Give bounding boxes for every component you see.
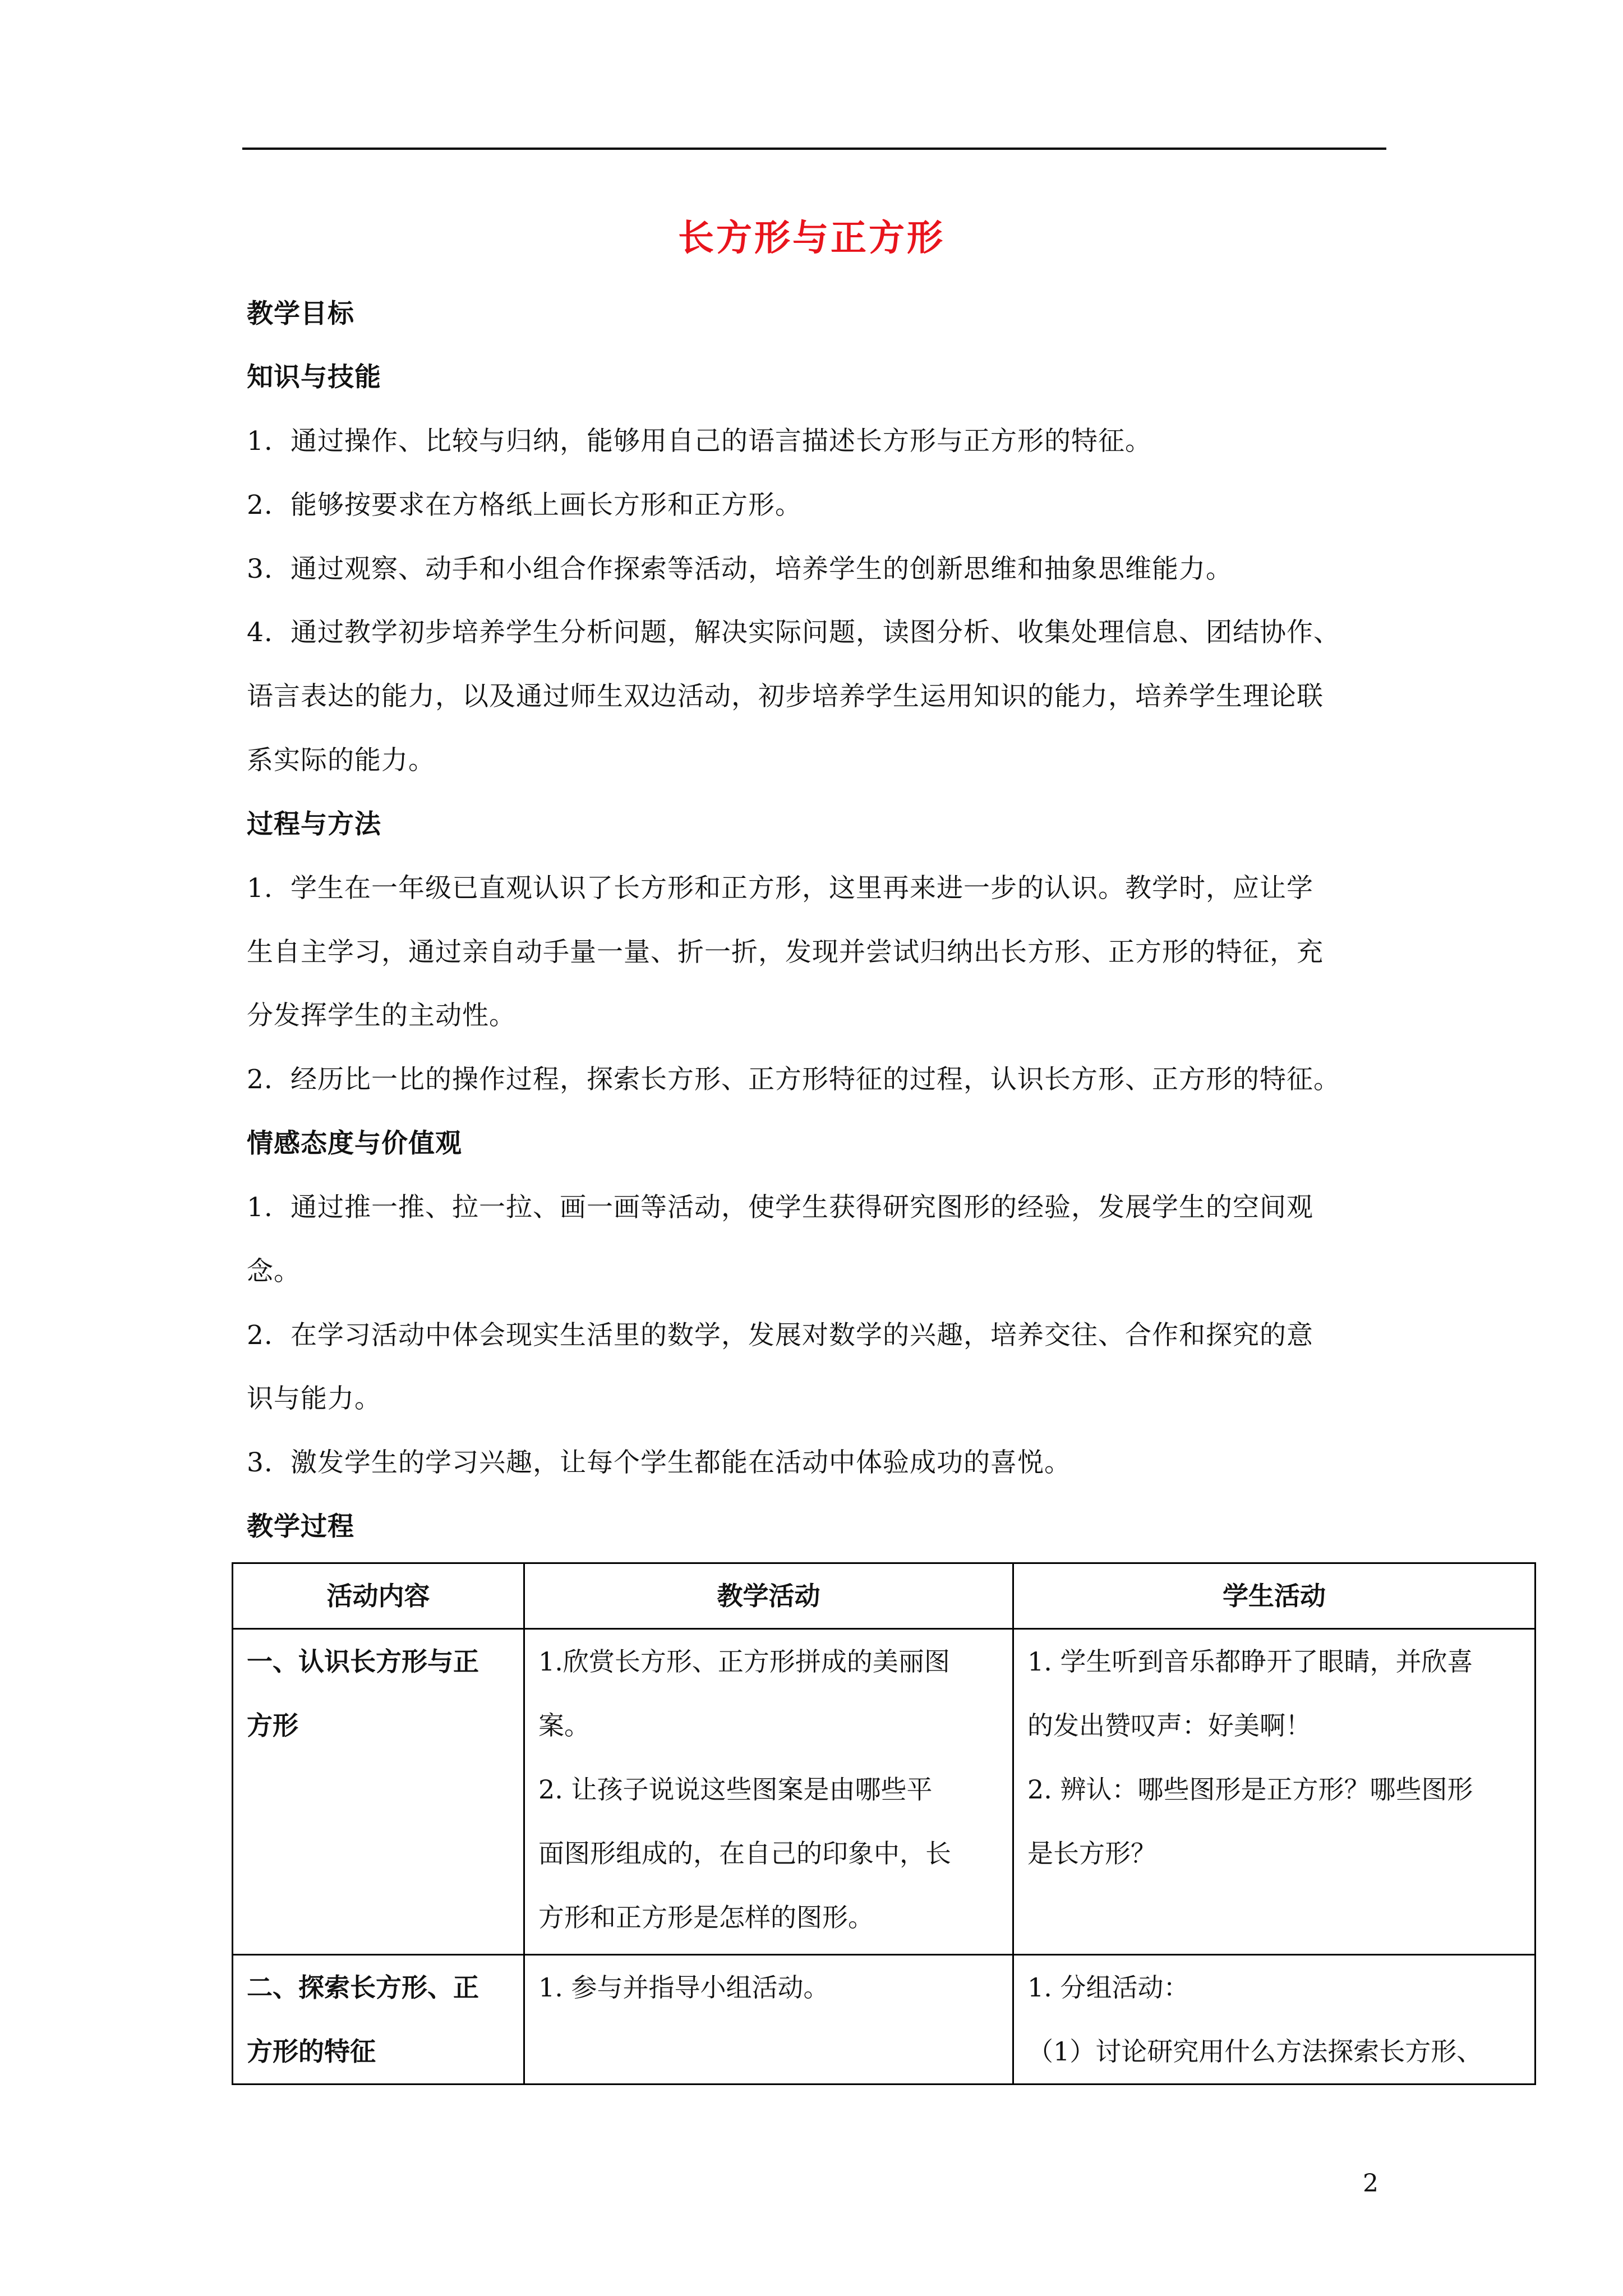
attitude-heading: 情感态度与价值观: [247, 1128, 462, 1159]
knowledge-item-4-line-2: 语言表达的能力，以及通过师生双边活动，初步培养学生运用知识的能力，培养学生理论联: [247, 681, 1324, 712]
attitude-item-3: 3. 激发学生的学习兴趣，让每个学生都能在活动中体验成功的喜悦。: [247, 1447, 1071, 1478]
cell-line: 2. 让孩子说说这些图案是由哪些平: [538, 1774, 933, 1805]
attitude-item-1: 1. 通过推一推、拉一拉、画一画等活动，使学生获得研究图形的经验，发展学生的空间观: [247, 1192, 1313, 1223]
lesson-table: [232, 1562, 1536, 2085]
table-row: [233, 1955, 1536, 2085]
cell-line: 1. 学生听到音乐都睁开了眼睛，并欣喜: [1027, 1646, 1473, 1677]
table-cell-content: [233, 1629, 524, 1955]
page-number: 2: [1363, 2169, 1378, 2198]
teaching-process-heading: 教学过程: [247, 1511, 354, 1542]
cell-line: （1）讨论研究用什么方法探索长方形、: [1027, 2036, 1483, 2067]
table-header: 教学活动: [524, 1563, 1013, 1629]
table-cell-student: [1013, 1955, 1536, 2085]
cell-line: 1. 分组活动：: [1027, 1972, 1189, 2003]
table-cell-content: [233, 1955, 524, 2085]
cell-line: 是长方形？: [1027, 1838, 1156, 1869]
cell-line: 二、探索长方形、正: [247, 1972, 479, 2003]
cell-line: 1.欣赏长方形、正方形拼成的美丽图: [538, 1646, 950, 1677]
table-cell-teacher: [524, 1955, 1013, 2085]
cell-line: 一、认识长方形与正: [247, 1646, 479, 1677]
table-header: 学生活动: [1013, 1563, 1536, 1629]
cell-line: 2. 辨认：哪些图形是正方形？哪些图形: [1027, 1774, 1473, 1805]
cell-line: 方形: [247, 1710, 298, 1741]
process-item-1: 1. 学生在一年级已直观认识了长方形和正方形，这里再来进一步的认识。教学时，应让学: [247, 873, 1313, 904]
attitude-item-2: 2. 在学习活动中体会现实生活里的数学，发展对数学的兴趣，培养交往、合作和探究的意: [247, 1320, 1313, 1351]
cell-line: 面图形组成的，在自己的印象中，长: [538, 1838, 951, 1869]
table-cell-student: [1013, 1629, 1536, 1955]
cell-line: 方形的特征: [247, 2036, 376, 2067]
table-header-row: [233, 1563, 1536, 1629]
table-row: [233, 1629, 1536, 1955]
table-header: 活动内容: [233, 1563, 524, 1629]
process-heading: 过程与方法: [247, 809, 381, 840]
knowledge-item-2: 2. 能够按要求在方格纸上画长方形和正方形。: [247, 490, 802, 521]
attitude-item-1-line-2: 念。: [247, 1256, 301, 1287]
process-item-2: 2. 经历比一比的操作过程，探索长方形、正方形特征的过程，认识长方形、正方形的特征。: [247, 1064, 1340, 1095]
knowledge-heading: 知识与技能: [247, 362, 381, 393]
cell-line: 1. 参与并指导小组活动。: [538, 1972, 829, 2003]
cell-line: 案。: [538, 1710, 590, 1741]
cell-line: 的发出赞叹声：好美啊！: [1027, 1710, 1311, 1741]
knowledge-item-4: 4. 通过教学初步培养学生分析问题，解决实际问题，读图分析、收集处理信息、团结协作、: [247, 617, 1340, 648]
knowledge-item-1: 1. 通过操作、比较与归纳，能够用自己的语言描述长方形与正方形的特征。: [247, 426, 1152, 457]
table-cell-teacher: [524, 1629, 1013, 1955]
process-item-1-line-2: 生自主学习，通过亲自动手量一量、折一折，发现并尝试归纳出长方形、正方形的特征，充: [247, 937, 1324, 968]
knowledge-item-4-line-3: 系实际的能力。: [247, 745, 435, 776]
knowledge-item-3: 3. 通过观察、动手和小组合作探索等活动，培养学生的创新思维和抽象思维能力。: [247, 554, 1233, 585]
header-rule: [242, 148, 1386, 150]
cell-line: 方形和正方形是怎样的图形。: [538, 1902, 874, 1932]
document-title: 长方形与正方形: [678, 217, 945, 259]
attitude-item-2-line-2: 识与能力。: [247, 1383, 381, 1414]
process-item-1-line-3: 分发挥学生的主动性。: [247, 1000, 516, 1031]
objectives-heading: 教学目标: [247, 298, 354, 329]
